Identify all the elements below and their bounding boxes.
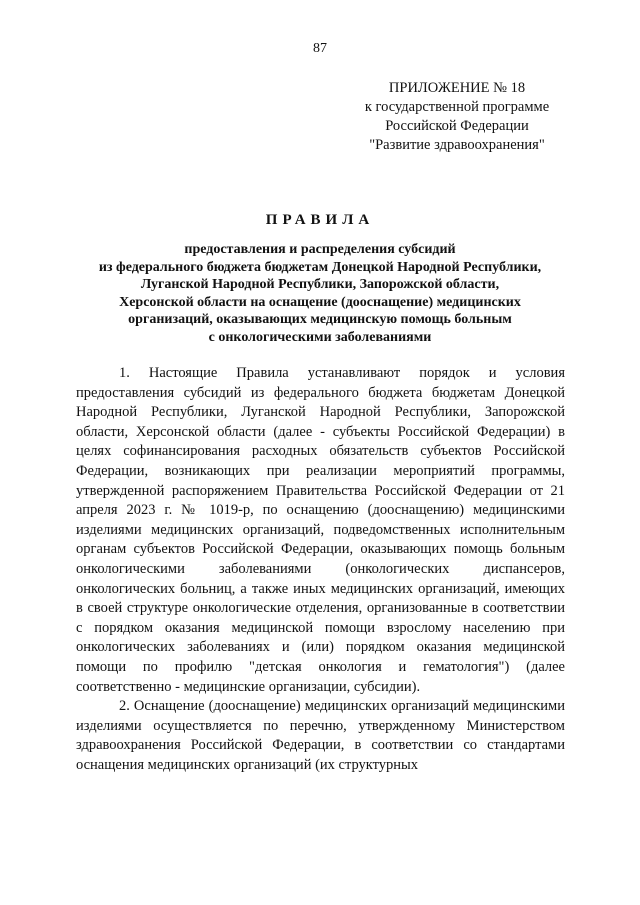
subtitle-line: с онкологическими заболеваниями — [208, 329, 432, 345]
page-number: 87 — [313, 41, 327, 56]
appendix-header — [352, 79, 562, 155]
subtitle-line: организаций, оказывающих медицинскую помощь больным — [128, 312, 512, 328]
paragraph-2: 2. Оснащение (дооснащение) медицинских организаций медицинскими изделиями осуществляется по перечню, утвержденному Министерством здравоохранения Российской Федерации, в соответствии со стандартами оснащения медицинских организаций (их структурных — [76, 698, 565, 773]
document-title: ПРАВИЛА — [265, 212, 375, 228]
appendix-line: ПРИЛОЖЕНИЕ № 18 — [388, 80, 526, 96]
appendix-line: к государственной программе — [364, 99, 550, 115]
document-subtitle — [70, 241, 570, 347]
subtitle-line: предоставления и распределения субсидий — [184, 242, 456, 257]
subtitle-line: Херсонской области на оснащение (дооснащение) медицинских — [119, 294, 521, 310]
document-body — [76, 364, 565, 775]
appendix-line: Российской Федерации — [385, 118, 529, 134]
subtitle-line: из федерального бюджета бюджетам Донецкой Народной Республики, — [98, 259, 542, 275]
appendix-line: "Развитие здравоохранения" — [369, 137, 545, 153]
paragraph-1: 1. Настоящие Правила устанавливают порядок и условия предоставления субсидий из федерального бюджета бюджетам Донецкой Народной Республики, Луганской Народной Республики, Запорожской области, Херсонской области (далее - субъекты Российской Федерации) в целях софинансирования расходных обязательств субъектов Российской Федерации, возникающих при реализации мероприятий программы, утвержденной распоряжением Правительства Российской Федерации от 21 апреля 2023 г. № 1019-р, по оснащению (дооснащению) медицинскими изделиями медицинских организаций, подведомственных исполнительным органам субъектов Российской Федерации, оказывающих помощь больным онкологическими заболеваниями (онкологических диспансеров, онкологических больниц, а также иных медицинских организаций, имеющих в своей структуре онкологические отделения, организованные в соответствии с порядком оказания медицинской помощи взрослому населению при онкологических заболеваниях и (или) порядком оказания медицинской помощи по профилю "детская онкология и гематология") (далее соответственно - медицинские организации, субсидии). — [76, 365, 565, 695]
subtitle-line: Луганской Народной Республики, Запорожской области, — [140, 277, 500, 293]
